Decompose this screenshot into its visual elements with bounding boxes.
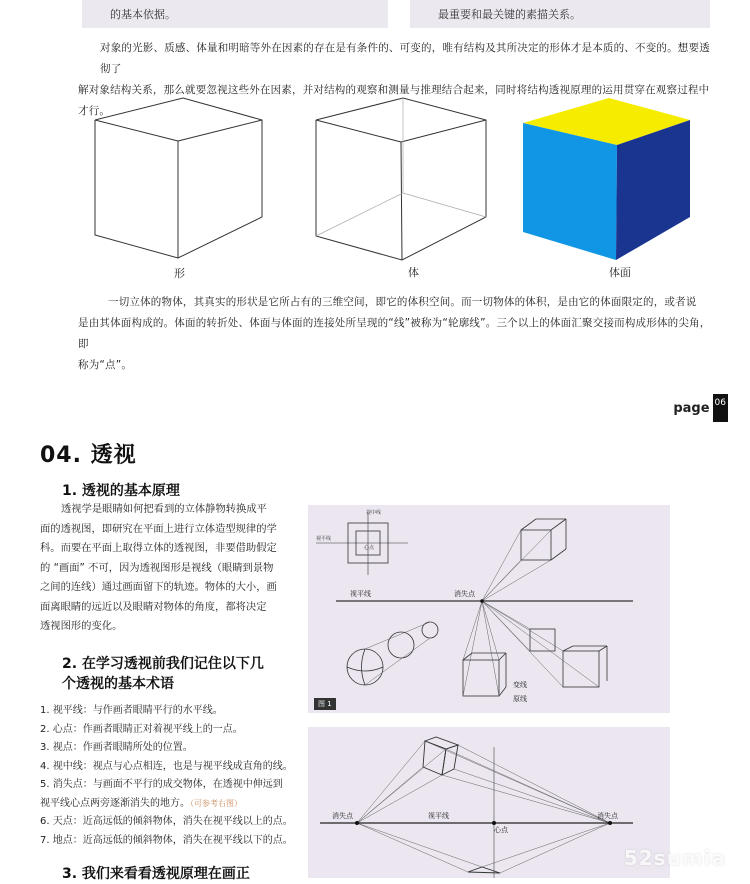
fig1-small-center-label: 视中线 [366, 510, 382, 516]
caption-form: 形 [174, 267, 185, 280]
fig1-edge-original-label: 原线 [513, 695, 527, 703]
fig2-right-vp-label: 消失点 [597, 812, 618, 820]
body-line-3: 称为“点”。 [78, 359, 133, 371]
figure-2 [308, 727, 670, 878]
fig2-horizon-label: 视平线 [428, 812, 449, 820]
fig1-vanishing-label: 消失点 [454, 590, 475, 598]
page-marker [673, 394, 728, 422]
term-item: 6. 天点：近高远低的倾斜物体，消失在视平线以上的点。 [40, 816, 293, 827]
cube-front-face [523, 123, 617, 260]
terms-list [40, 702, 293, 850]
term-item: 3. 视点：作画者眼睛所处的位置。 [40, 742, 193, 753]
body-line-1: 一切立体的物体，其真实的形状是它所占有的三维空间，即它的体积空间。而一切物体的体积，是由它的体面限定的，或者说 [108, 296, 697, 308]
sub1-body [40, 500, 290, 637]
term-5-continued: 视平线心点两旁逐渐消失的地方。 [40, 797, 190, 809]
caption-volume: 体 [408, 266, 419, 279]
sub1-line-2: 面的透视图，即研究在平面上进行立体造型规律的学 [40, 522, 277, 535]
sub1-line-3: 科。而要在平面上取得立体的透视图，非要借助假定 [40, 542, 277, 554]
term-item: 4. 视中线：视点与心点相连，也是与视平线成直角的线。 [40, 760, 293, 772]
sub1-title: 1. 透视的基本原理 [62, 483, 180, 499]
term-item [40, 795, 293, 814]
sub1-line-7: 透视图形的变化。 [40, 620, 123, 632]
sub1-line-6: 面离眼睛的远近以及眼睛对物体的角度，都将决定 [40, 600, 267, 613]
fig1-horizon-label: 视平线 [350, 590, 371, 598]
term-5-note: （可参考右图） [190, 798, 242, 808]
sub3-title: 3. 我们来看看透视原理在画正 [62, 866, 250, 882]
sub2-title-line-2: 个透视的基本术语 [62, 676, 174, 692]
term-item: 2. 心点：作画者眼睛正对着视平线上的一点。 [40, 723, 243, 735]
body-line-2: 是由其体面构成的。体面的转折处、体面与体面的连接处所呈现的“线”被称为“轮廓线”。三个以上的体面汇聚交接而构成形体的尖角，即 [78, 317, 711, 350]
top-left-box [82, 0, 388, 28]
sub2-title-line-1: 2. 在学习透视前我们记住以下几 [62, 656, 264, 672]
sub1-line-4: 的 “画面” 不可，因为透视图形是视线（眼睛到景物 [40, 561, 274, 574]
figure-2-drawing [308, 727, 670, 878]
top-left-text: 的基本依据。 [110, 8, 176, 21]
fig2-center-label: 心点 [494, 826, 508, 834]
fig1-small-heart-label: 心点 [364, 545, 375, 551]
intro-line-2: 解对象结构关系，那么就要忽视这些外在因素，并对结构的观察和测量与推理结合起来，同时将结构透视原理的运用贯穿在观察过程中才行。 [78, 84, 710, 117]
watermark: 52sumia [623, 846, 726, 870]
cube-faces [523, 98, 690, 260]
caption-face: 体面 [609, 266, 631, 279]
intro-line-1: 对象的光影、质感、体量和明暗等外在因素的存在是有条件的、可变的，唯有结构及其所决定的形体才是本质的、不变的。想要透彻了 [100, 42, 710, 75]
section-title: 04. 透视 [40, 443, 137, 468]
term-item: 1. 视平线：与作画者眼睛平行的水平线。 [40, 705, 223, 716]
top-right-text: 最重要和最关键的素描关系。 [438, 8, 581, 21]
term-item: 7. 地点：近高远低的倾斜物体，消失在视平线以下的点。 [40, 834, 293, 846]
top-right-box [410, 0, 710, 28]
fig1-edge-change-label: 变线 [513, 681, 527, 689]
page-number: 06 [713, 394, 728, 422]
figure-1 [308, 505, 670, 713]
cube-illustrations [0, 90, 750, 275]
sub1-line-5: 之间的连线）通过画面留下的轨迹。物体的大小，画 [40, 581, 277, 593]
sub1-line-1: 透视学是眼睛如何把看到的立体静物转换成平 [61, 503, 267, 515]
sub2-title [62, 654, 264, 694]
fig2-left-vp-label: 消失点 [332, 812, 353, 820]
body-paragraph [78, 292, 718, 376]
cube-form [95, 98, 262, 258]
fig1-label: 图 1 [314, 698, 336, 710]
page-word: page [673, 400, 710, 416]
term-item: 5. 消失点：与画面不平行的成交物体，在透视中伸远到 [40, 779, 283, 790]
fig1-small-horizon-label: 视平线 [316, 536, 332, 542]
figure-1-drawing [308, 505, 670, 713]
cube-volume [316, 98, 486, 260]
